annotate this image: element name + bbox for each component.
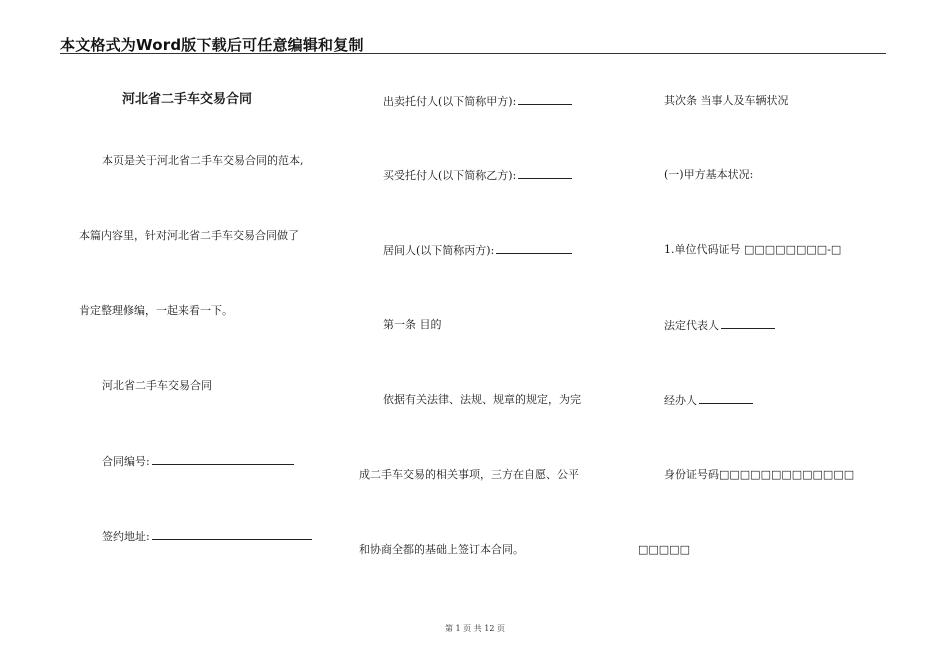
broker-blank bbox=[496, 243, 572, 254]
handler-blank bbox=[699, 393, 753, 404]
seller-blank bbox=[518, 94, 572, 105]
article-1-line-1: 依据有关法律、法规、规章的规定，为完 bbox=[383, 393, 581, 406]
broker-field bbox=[383, 243, 572, 258]
seller-label: 出卖托付人(以下简称甲方): bbox=[383, 95, 517, 108]
contract-number-field bbox=[102, 454, 294, 469]
article-1-heading: 第一条 目的 bbox=[383, 318, 442, 331]
intro-line-3: 肯定整理修编，一起来看一下。 bbox=[79, 304, 233, 317]
sign-place-blank bbox=[152, 529, 312, 540]
contract-number-blank bbox=[152, 454, 294, 465]
document-banner: 本文格式为Word版下载后可任意编辑和复制 bbox=[60, 36, 364, 54]
legal-rep-blank bbox=[721, 318, 775, 329]
buyer-field bbox=[383, 168, 572, 183]
handler-field bbox=[664, 393, 753, 408]
legal-rep-field bbox=[664, 318, 775, 333]
broker-label: 居间人(以下简称丙方): bbox=[383, 244, 495, 257]
page-number: 第 1 页 共 12 页 bbox=[445, 624, 505, 633]
seller-field bbox=[383, 94, 572, 109]
intro-line-2: 本篇内容里，针对河北省二手车交易合同做了 bbox=[79, 229, 299, 242]
id-number-continuation: □□□□□ bbox=[638, 543, 690, 556]
article-2-heading: 其次条 当事人及车辆状况 bbox=[664, 94, 789, 107]
sign-place-field bbox=[102, 529, 312, 544]
legal-rep-label: 法定代表人 bbox=[664, 319, 719, 332]
article-1-line-3: 和协商全都的基础上签订本合同。 bbox=[359, 543, 524, 556]
buyer-label: 买受托付人(以下简称乙方): bbox=[383, 169, 517, 182]
sign-place-label: 签约地址: bbox=[102, 530, 150, 543]
id-number-field: 身份证号码□□□□□□□□□□□□□ bbox=[664, 468, 855, 481]
contract-number-label: 合同编号: bbox=[102, 455, 150, 468]
article-1-line-2: 成二手车交易的相关事项，三方在自愿、公平 bbox=[359, 468, 579, 481]
banner-divider bbox=[60, 53, 886, 54]
intro-line-1: 本页是关于河北省二手车交易合同的范本, bbox=[102, 154, 304, 167]
contract-subtitle: 河北省二手车交易合同 bbox=[102, 379, 212, 392]
party-a-heading: (一)甲方基本状况: bbox=[664, 168, 754, 181]
org-code-field: 1.单位代码证号 □□□□□□□□-□ bbox=[664, 243, 842, 256]
document-title: 河北省二手车交易合同 bbox=[122, 92, 253, 107]
buyer-blank bbox=[518, 168, 572, 179]
handler-label: 经办人 bbox=[664, 394, 697, 407]
